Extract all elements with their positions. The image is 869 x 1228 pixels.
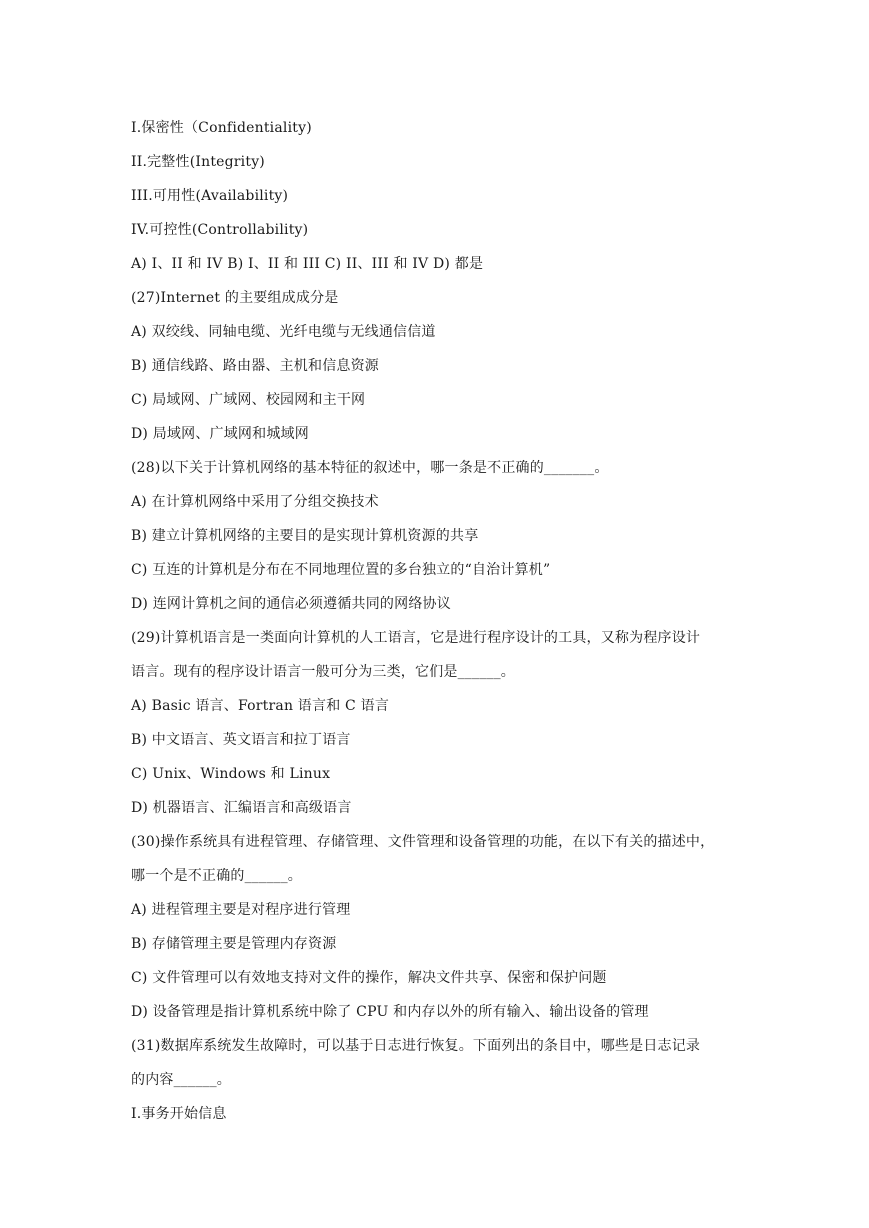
- question-27-option-a: A) 双绞线、同轴电缆、光纤电缆与无线通信信道: [131, 324, 436, 340]
- question-31-stem-line-2: 的内容______。: [131, 1072, 231, 1088]
- question-29-option-b: B) 中文语言、英文语言和拉丁语言: [131, 732, 351, 748]
- question-30-option-b: B) 存储管理主要是管理内存资源: [131, 936, 337, 952]
- question-26-answers: A) I、II 和 IV B) I、II 和 III C) II、III 和 IV D) 都是: [131, 256, 484, 272]
- question-30-option-a: A) 进程管理主要是对程序进行管理: [131, 902, 351, 918]
- option-iii-availability: III.可用性(Availability): [131, 188, 289, 204]
- question-29-option-a: A) Basic 语言、Fortran 语言和 C 语言: [131, 698, 390, 714]
- question-28-option-d: D) 连网计算机之间的通信必须遵循共同的网络协议: [131, 596, 451, 612]
- question-31-stem-line-1: (31)数据库系统发生故障时，可以基于日志进行恢复。下面列出的条目中，哪些是日志记录: [131, 1038, 701, 1054]
- question-30-option-c: C) 文件管理可以有效地支持对文件的操作，解决文件共享、保密和保护问题: [131, 970, 607, 986]
- question-27-stem: (27)Internet 的主要组成成分是: [131, 290, 339, 306]
- option-iv-controllability: IV.可控性(Controllability): [131, 222, 309, 238]
- question-29-stem-line-2: 语言。现有的程序设计语言一般可分为三类，它们是______。: [131, 664, 515, 680]
- question-30-option-d: D) 设备管理是指计算机系统中除了 CPU 和内存以外的所有输入、输出设备的管理: [131, 1004, 649, 1020]
- question-28-option-a: A) 在计算机网络中采用了分组交换技术: [131, 494, 379, 510]
- question-28-option-c: C) 互连的计算机是分布在不同地理位置的多台独立的“自治计算机”: [131, 562, 551, 578]
- question-30-stem-line-2: 哪一个是不正确的______。: [131, 868, 302, 884]
- option-i-confidentiality: I.保密性（Confidentiality): [131, 120, 312, 136]
- question-29-stem-line-1: (29)计算机语言是一类面向计算机的人工语言，它是进行程序设计的工具，又称为程序设计: [131, 630, 701, 646]
- question-28-option-b: B) 建立计算机网络的主要目的是实现计算机资源的共享: [131, 528, 479, 544]
- question-29-option-d: D) 机器语言、汇编语言和高级语言: [131, 800, 352, 816]
- question-27-option-c: C) 局域网、广域网、校园网和主干网: [131, 392, 366, 408]
- question-29-option-c: C) Unix、Windows 和 Linux: [131, 766, 331, 782]
- question-27-option-d: D) 局域网、广域网和城域网: [131, 426, 309, 442]
- option-ii-integrity: II.完整性(Integrity): [131, 154, 265, 170]
- question-31-item-i: Ⅰ.事务开始信息: [131, 1106, 227, 1122]
- question-27-option-b: B) 通信线路、路由器、主机和信息资源: [131, 358, 379, 374]
- question-30-stem-line-1: (30)操作系统具有进程管理、存储管理、文件管理和设备管理的功能，在以下有关的描述中，: [131, 834, 715, 850]
- document-body: [131, 111, 751, 1131]
- question-28-stem: (28)以下关于计算机网络的基本特征的叙述中，哪一条是不正确的_______。: [131, 460, 609, 476]
